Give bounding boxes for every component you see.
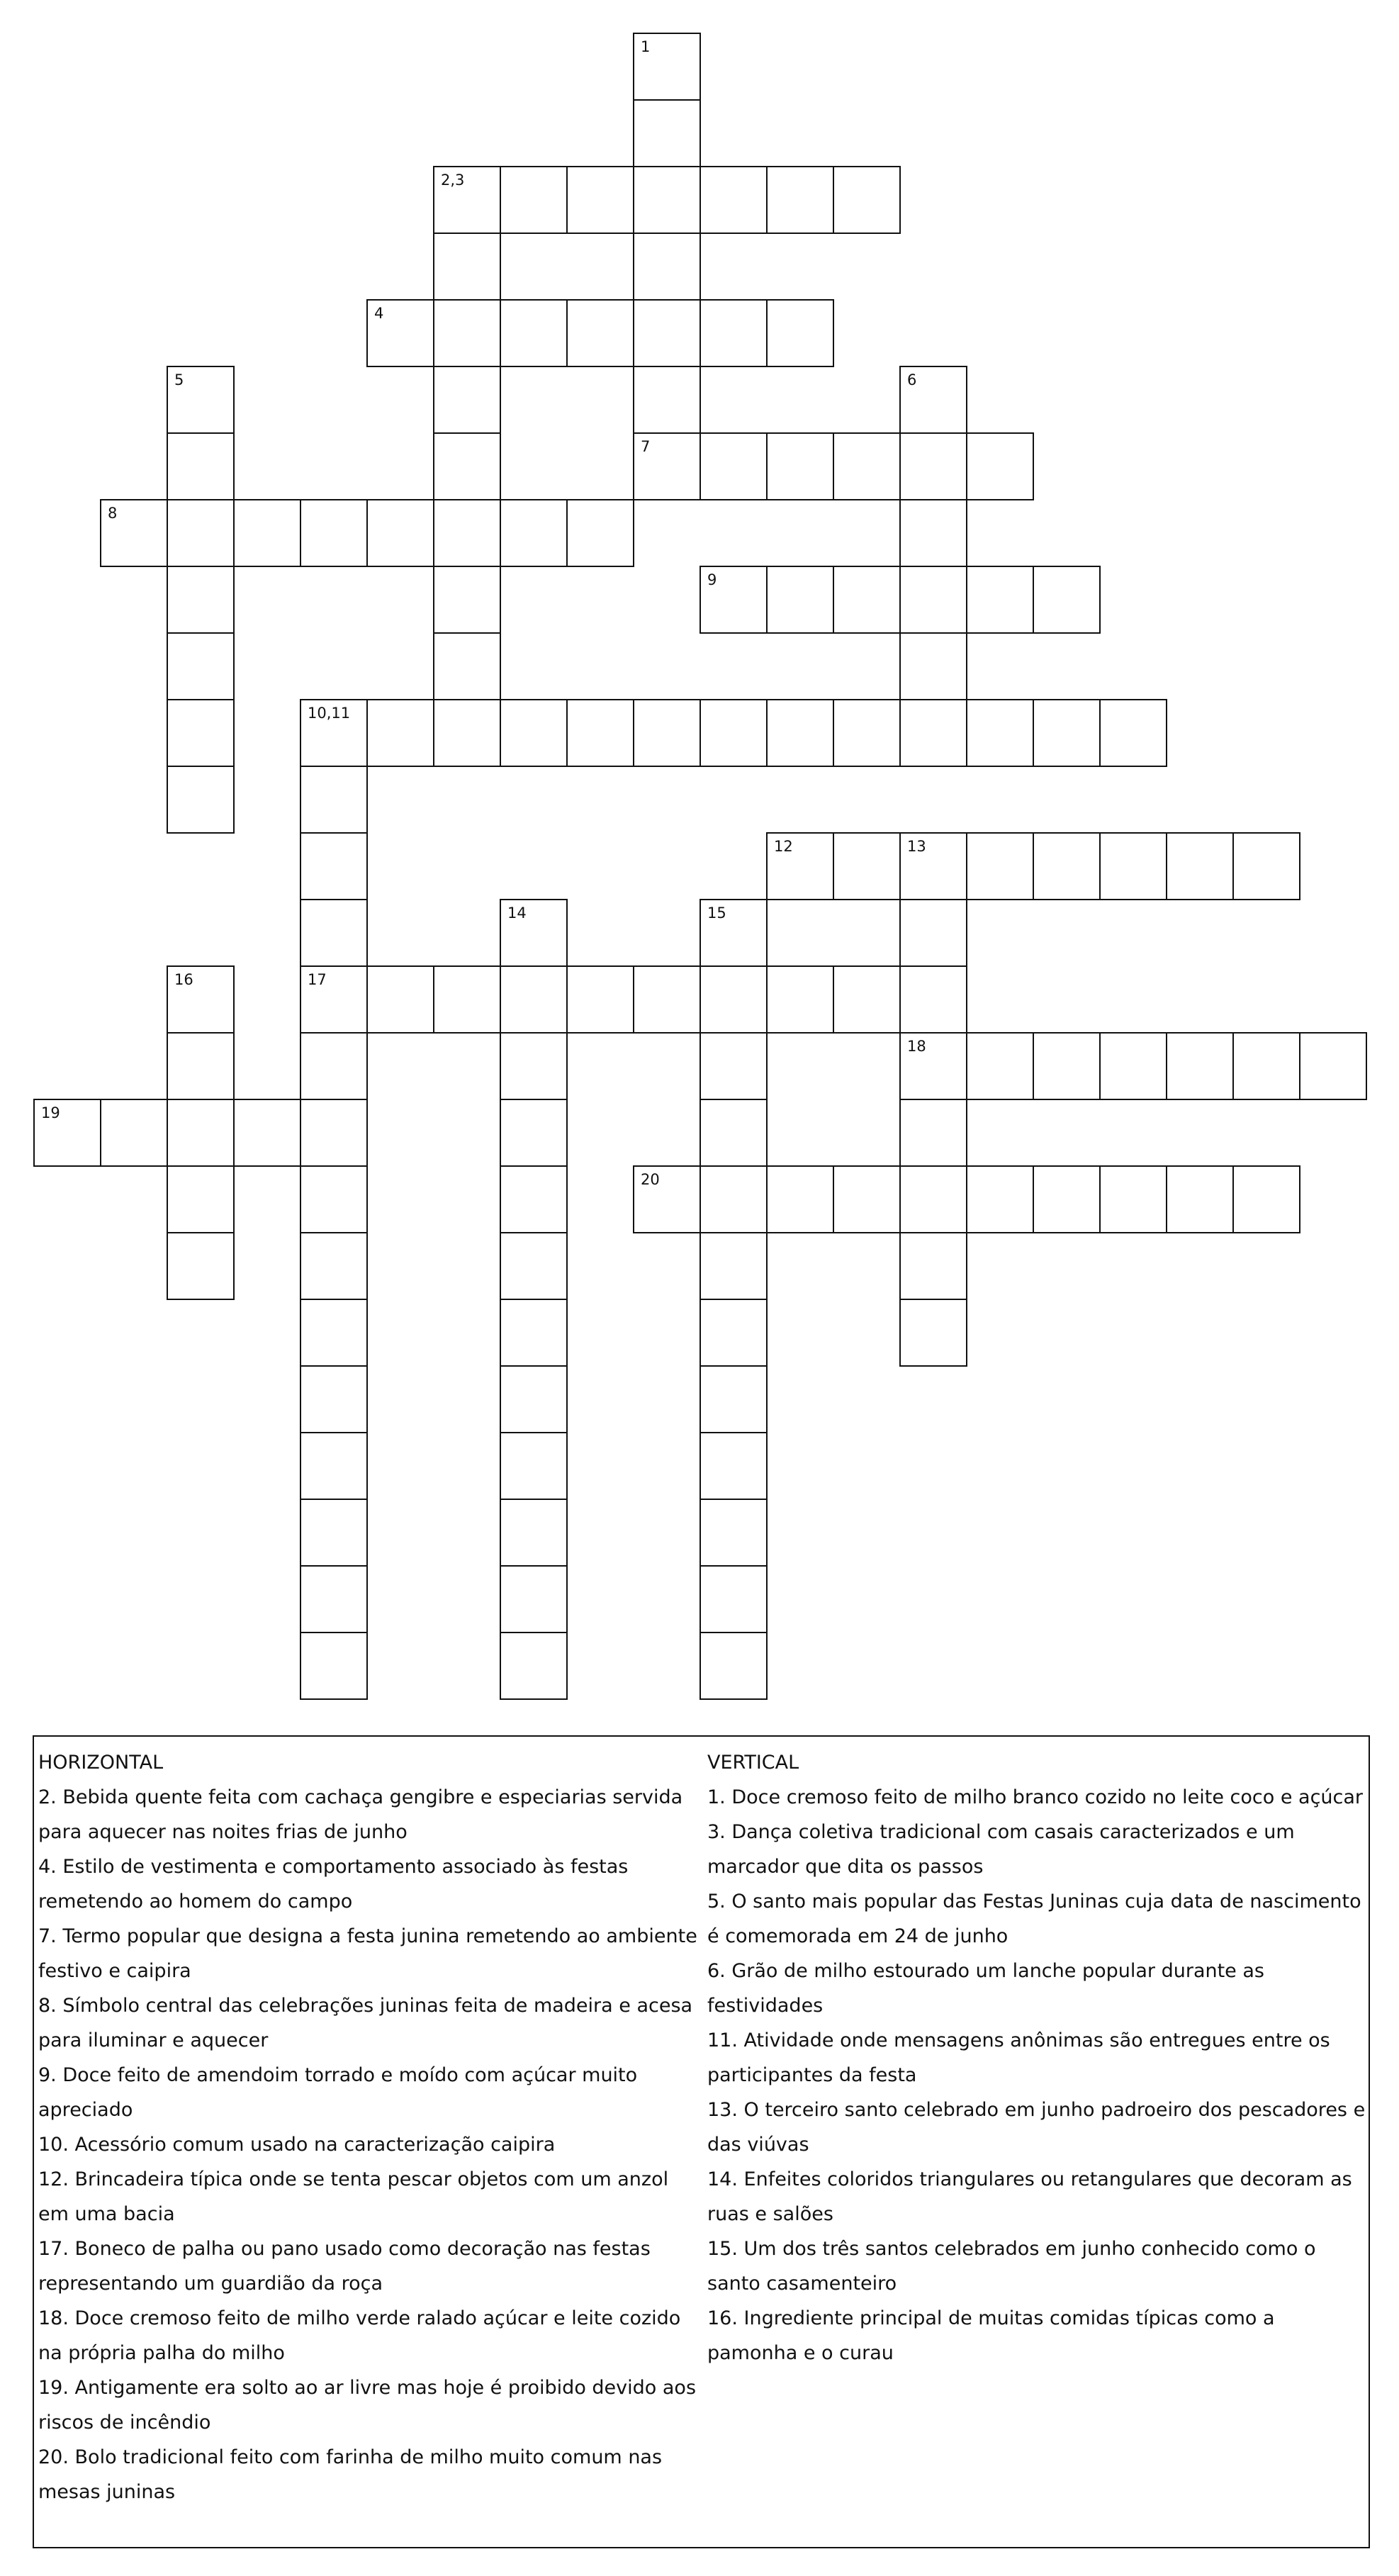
clues-panel — [33, 1735, 1370, 2548]
grid-cell[interactable] — [899, 566, 967, 634]
grid-cell[interactable] — [500, 1432, 568, 1500]
grid-cell[interactable] — [633, 1165, 701, 1233]
grid-cell[interactable] — [167, 566, 235, 634]
grid-cell[interactable] — [766, 299, 834, 367]
grid-cell[interactable] — [633, 166, 701, 234]
vertical-clue: 14. Enfeites coloridos triangulares ou retangulares que decoram as ruas e salões — [707, 2168, 1352, 2225]
grid-cell[interactable] — [167, 1032, 235, 1100]
grid-cell[interactable] — [500, 1232, 568, 1300]
grid-cell[interactable] — [966, 432, 1034, 500]
grid-cell[interactable] — [167, 366, 235, 434]
grid-cell[interactable] — [633, 33, 701, 101]
grid-cell[interactable] — [700, 1032, 768, 1100]
clue-number: 4 — [374, 305, 384, 322]
grid-cell[interactable] — [899, 832, 967, 900]
grid-cell[interactable] — [366, 299, 434, 367]
grid-cell[interactable] — [1166, 1165, 1234, 1233]
grid-cell[interactable] — [633, 699, 701, 767]
grid-cell[interactable] — [366, 699, 434, 767]
grid-cell[interactable] — [300, 1365, 368, 1433]
grid-cell[interactable] — [366, 499, 434, 567]
grid-cell[interactable] — [899, 432, 967, 500]
grid-cell[interactable] — [300, 1299, 368, 1367]
grid-cell[interactable] — [167, 1099, 235, 1167]
grid-cell[interactable] — [1099, 832, 1167, 900]
grid-cell[interactable] — [899, 1232, 967, 1300]
grid-cell[interactable] — [33, 1099, 101, 1167]
horizontal-clue: 19. Antigamente era solto ao ar livre mas hoje é proibido devido aos riscos de incêndio — [38, 2377, 697, 2434]
grid-cell[interactable] — [300, 1099, 368, 1167]
clue-number: 9 — [707, 571, 717, 588]
grid-cell[interactable] — [899, 965, 967, 1034]
grid-cell[interactable] — [300, 899, 368, 967]
grid-cell[interactable] — [566, 166, 634, 234]
grid-cell[interactable] — [899, 1099, 967, 1167]
vertical-clue: 11. Atividade onde mensagens anônimas são entregues entre os participantes da festa — [707, 2029, 1330, 2086]
vertical-clue: 5. O santo mais popular das Festas Juninas cuja data de nascimento é comemorada em 24 de junho — [707, 1891, 1361, 1947]
grid-cell[interactable] — [766, 699, 834, 767]
vertical-clue: 3. Dança coletiva tradicional com casais caracterizados e um marcador que dita os passos — [707, 1821, 1295, 1878]
grid-cell[interactable] — [300, 766, 368, 834]
grid-cell[interactable] — [167, 965, 235, 1034]
clue-number: 2,3 — [441, 172, 465, 189]
grid-cell[interactable] — [766, 1165, 834, 1233]
grid-cell[interactable] — [833, 1165, 901, 1233]
grid-cell[interactable] — [633, 99, 701, 167]
clue-number: 16 — [174, 971, 193, 988]
grid-cell[interactable] — [167, 1165, 235, 1233]
grid-cell[interactable] — [300, 965, 368, 1034]
grid-cell[interactable] — [500, 1299, 568, 1367]
grid-cell[interactable] — [500, 899, 568, 967]
grid-cell[interactable] — [700, 1565, 768, 1633]
grid-cell[interactable] — [966, 699, 1034, 767]
grid-cell[interactable] — [766, 566, 834, 634]
grid-cell[interactable] — [633, 965, 701, 1034]
grid-cell[interactable] — [899, 366, 967, 434]
grid-cell[interactable] — [167, 432, 235, 500]
clue-number: 15 — [707, 905, 726, 922]
grid-cell[interactable] — [700, 899, 768, 967]
grid-cell[interactable] — [633, 432, 701, 500]
horizontal-clue: 12. Brincadeira típica onde se tenta pescar objetos com um anzol em uma bacia — [38, 2168, 669, 2225]
grid-cell[interactable] — [833, 166, 901, 234]
grid-cell[interactable] — [566, 965, 634, 1034]
grid-cell[interactable] — [633, 299, 701, 367]
grid-cell[interactable] — [700, 566, 768, 634]
grid-cell[interactable] — [833, 832, 901, 900]
grid-cell[interactable] — [500, 1099, 568, 1167]
grid-cell[interactable] — [300, 1032, 368, 1100]
grid-cell[interactable] — [500, 965, 568, 1034]
grid-cell[interactable] — [433, 233, 501, 301]
grid-cell[interactable] — [500, 1032, 568, 1100]
grid-cell[interactable] — [966, 566, 1034, 634]
vertical-clue: 6. Grão de milho estourado um lanche popular durante as festividades — [707, 1960, 1264, 2017]
horizontal-clue-list — [38, 1780, 697, 2509]
grid-cell[interactable] — [1232, 832, 1300, 900]
grid-cell[interactable] — [1033, 1032, 1101, 1100]
grid-cell[interactable] — [833, 965, 901, 1034]
grid-cell[interactable] — [700, 699, 768, 767]
grid-cell[interactable] — [1033, 832, 1101, 900]
grid-cell[interactable] — [233, 1099, 301, 1167]
grid-cell[interactable] — [766, 965, 834, 1034]
grid-cell[interactable] — [1033, 699, 1101, 767]
grid-cell[interactable] — [1099, 1032, 1167, 1100]
grid-cell[interactable] — [700, 1299, 768, 1367]
vertical-clues — [707, 1745, 1366, 2370]
grid-cell[interactable] — [100, 499, 168, 567]
grid-cell[interactable] — [966, 1165, 1034, 1233]
grid-cell[interactable] — [300, 699, 368, 767]
grid-cell[interactable] — [500, 1165, 568, 1233]
clue-number: 19 — [41, 1104, 60, 1121]
grid-cell[interactable] — [566, 499, 634, 567]
vertical-clue: 15. Um dos três santos celebrados em junho conhecido como o santo casamenteiro — [707, 2238, 1316, 2295]
grid-cell[interactable] — [167, 1232, 235, 1300]
grid-cell[interactable] — [700, 432, 768, 500]
grid-cell[interactable] — [700, 1232, 768, 1300]
grid-cell[interactable] — [433, 699, 501, 767]
grid-cell[interactable] — [1166, 832, 1234, 900]
grid-cell[interactable] — [100, 1099, 168, 1167]
grid-cell[interactable] — [167, 699, 235, 767]
horizontal-clue: 8. Símbolo central das celebrações juninas feita de madeira e acesa para iluminar e aquecer — [38, 1995, 693, 2051]
grid-cell[interactable] — [433, 432, 501, 500]
grid-cell[interactable] — [300, 832, 368, 900]
grid-cell[interactable] — [500, 499, 568, 567]
grid-cell[interactable] — [300, 1499, 368, 1567]
grid-cell[interactable] — [966, 1032, 1034, 1100]
grid-cell[interactable] — [433, 566, 501, 634]
grid-cell[interactable] — [433, 499, 501, 567]
grid-cell[interactable] — [167, 766, 235, 834]
clue-number: 5 — [174, 371, 184, 388]
grid-cell[interactable] — [700, 1165, 768, 1233]
horizontal-clues — [38, 1745, 697, 2509]
grid-cell[interactable] — [766, 832, 834, 900]
grid-cell[interactable] — [633, 366, 701, 434]
grid-cell[interactable] — [500, 1499, 568, 1567]
grid-cell[interactable] — [899, 699, 967, 767]
clue-number: 1 — [641, 38, 651, 55]
grid-cell[interactable] — [300, 1632, 368, 1700]
grid-cell[interactable] — [1099, 699, 1167, 767]
grid-cell[interactable] — [167, 499, 235, 567]
grid-cell[interactable] — [899, 1299, 967, 1367]
horizontal-clue: 7. Termo popular que designa a festa junina remetendo ao ambiente festivo e caipira — [38, 1925, 697, 1982]
grid-cell[interactable] — [899, 899, 967, 967]
grid-cell[interactable] — [500, 1565, 568, 1633]
grid-cell[interactable] — [1033, 566, 1101, 634]
grid-cell[interactable] — [1099, 1165, 1167, 1233]
grid-cell[interactable] — [433, 166, 501, 234]
horizontal-clue: 4. Estilo de vestimenta e comportamento associado às festas remetendo ao homem do campo — [38, 1856, 629, 1913]
grid-cell[interactable] — [500, 1632, 568, 1700]
vertical-clue: 13. O terceiro santo celebrado em junho padroeiro dos pescadores e das viúvas — [707, 2099, 1366, 2156]
horizontal-clue: 2. Bebida quente feita com cachaça gengibre e especiarias servida para aquecer nas noites frias de junho — [38, 1786, 683, 1843]
grid-cell[interactable] — [766, 166, 834, 234]
vertical-clue: 1. Doce cremoso feito de milho branco cozido no leite coco e açúcar — [707, 1786, 1364, 1808]
clue-number: 10,11 — [308, 705, 351, 722]
grid-cell[interactable] — [899, 1032, 967, 1100]
grid-cell[interactable] — [233, 499, 301, 567]
clue-number: 6 — [907, 371, 917, 388]
horizontal-clue: 18. Doce cremoso feito de milho verde ralado açúcar e leite cozido na própria palha do milho — [38, 2307, 681, 2364]
grid-cell[interactable] — [500, 166, 568, 234]
grid-cell[interactable] — [899, 632, 967, 700]
grid-cell[interactable] — [433, 366, 501, 434]
grid-cell[interactable] — [1232, 1165, 1300, 1233]
grid-cell[interactable] — [300, 1232, 368, 1300]
grid-cell[interactable] — [633, 233, 701, 301]
grid-cell[interactable] — [433, 965, 501, 1034]
grid-cell[interactable] — [433, 632, 501, 700]
grid-cell[interactable] — [700, 1432, 768, 1500]
grid-cell[interactable] — [966, 832, 1034, 900]
clue-number: 12 — [774, 838, 793, 855]
grid-cell[interactable] — [167, 632, 235, 700]
clue-number: 8 — [108, 505, 118, 522]
grid-cell[interactable] — [300, 499, 368, 567]
grid-cell[interactable] — [833, 432, 901, 500]
grid-cell[interactable] — [566, 299, 634, 367]
grid-cell[interactable] — [899, 499, 967, 567]
clue-number: 20 — [641, 1171, 660, 1188]
grid-cell[interactable] — [433, 299, 501, 367]
grid-cell[interactable] — [700, 166, 768, 234]
vertical-clue: 16. Ingrediente principal de muitas comidas típicas como a pamonha e o curau — [707, 2307, 1275, 2364]
grid-cell[interactable] — [500, 299, 568, 367]
clue-number: 18 — [907, 1038, 926, 1055]
clue-number: 13 — [907, 838, 926, 855]
grid-cell[interactable] — [833, 566, 901, 634]
grid-cell[interactable] — [700, 1499, 768, 1567]
grid-cell[interactable] — [366, 965, 434, 1034]
grid-cell[interactable] — [899, 1165, 967, 1233]
grid-cell[interactable] — [833, 699, 901, 767]
grid-cell[interactable] — [1232, 1032, 1300, 1100]
grid-cell[interactable] — [566, 699, 634, 767]
grid-cell[interactable] — [700, 1099, 768, 1167]
grid-cell[interactable] — [300, 1165, 368, 1233]
horizontal-clue: 17. Boneco de palha ou pano usado como decoração nas festas representando um guardião da roça — [38, 2238, 651, 2295]
horizontal-clue: 10. Acessório comum usado na caracterização caipira — [38, 2134, 556, 2156]
grid-cell[interactable] — [500, 699, 568, 767]
clue-number: 17 — [308, 971, 327, 988]
clue-number: 14 — [507, 905, 527, 922]
grid-cell[interactable] — [1299, 1032, 1367, 1100]
grid-cell[interactable] — [1033, 1165, 1101, 1233]
grid-cell[interactable] — [700, 1365, 768, 1433]
grid-cell[interactable] — [700, 965, 768, 1034]
grid-cell[interactable] — [700, 299, 768, 367]
grid-cell[interactable] — [500, 1365, 568, 1433]
clue-number: 7 — [641, 438, 651, 455]
grid-cell[interactable] — [700, 1632, 768, 1700]
vertical-clue-list — [707, 1780, 1366, 2370]
horizontal-clue: 9. Doce feito de amendoim torrado e moído com açúcar muito apreciado — [38, 2064, 638, 2121]
grid-cell[interactable] — [1166, 1032, 1234, 1100]
vertical-heading: VERTICAL — [707, 1752, 799, 1774]
grid-cell[interactable] — [300, 1432, 368, 1500]
grid-cell[interactable] — [300, 1565, 368, 1633]
horizontal-clue: 20. Bolo tradicional feito com farinha de milho muito comum nas mesas juninas — [38, 2446, 663, 2503]
horizontal-heading: HORIZONTAL — [38, 1752, 164, 1774]
grid-cell[interactable] — [766, 432, 834, 500]
